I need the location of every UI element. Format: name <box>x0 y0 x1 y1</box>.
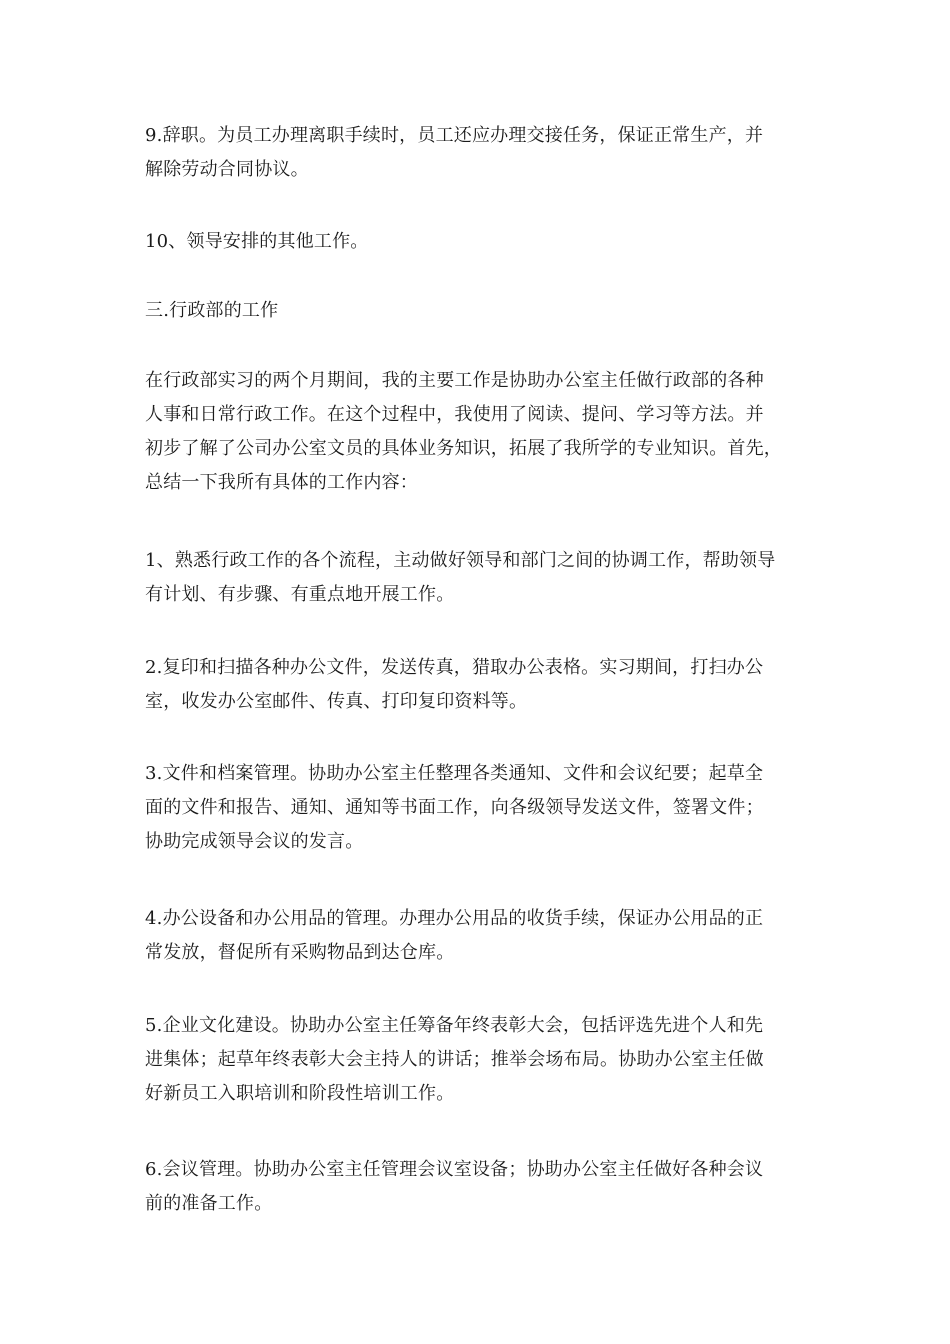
text-line: 4.办公设备和办公用品的管理。办理办公用品的收货手续，保证办公用品的正 <box>145 908 764 929</box>
text-line: 1、熟悉行政工作的各个流程，主动做好领导和部门之间的协调工作，帮助领导 <box>145 550 776 571</box>
text-line: 进集体；起草年终表彰大会主持人的讲话；推举会场布局。协助办公室主任做 <box>145 1049 764 1070</box>
text-line: 在行政部实习的两个月期间，我的主要工作是协助办公室主任做行政部的各种 <box>145 370 764 391</box>
text-line: 人事和日常行政工作。在这个过程中，我使用了阅读、提问、学习等方法。并 <box>145 404 764 425</box>
text-line: 解除劳动合同协议。 <box>145 159 309 180</box>
text-line: 5.企业文化建设。协助办公室主任筹备年终表彰大会，包括评选先进个人和先 <box>145 1015 764 1036</box>
heading-line: 三.行政部的工作 <box>145 300 279 321</box>
paragraph-item-3 <box>145 757 810 859</box>
paragraph-item-2 <box>145 651 810 719</box>
text-line: 6.会议管理。协助办公室主任管理会议室设备；协助办公室主任做好各种会议 <box>145 1159 764 1180</box>
text-line: 前的准备工作。 <box>145 1193 273 1214</box>
text-line: 3.文件和档案管理。协助办公室主任整理各类通知、文件和会议纪要；起草全 <box>145 763 764 784</box>
text-line: 初步了解了公司办公室文员的具体业务知识，拓展了我所学的专业知识。首先， <box>145 438 782 459</box>
text-line: 有计划、有步骤、有重点地开展工作。 <box>145 584 455 605</box>
paragraph-item-9 <box>145 119 810 187</box>
paragraph-item-1 <box>145 544 810 612</box>
text-line: 总结一下我所有具体的工作内容： <box>145 472 418 493</box>
paragraph-item-4 <box>145 902 810 970</box>
text-line: 9.辞职。为员工办理离职手续时，员工还应办理交接任务，保证正常生产，并 <box>145 125 764 146</box>
paragraph-intro <box>145 364 810 500</box>
text-line: 面的文件和报告、通知、通知等书面工作，向各级领导发送文件，签署文件； <box>145 797 764 818</box>
section-heading <box>145 294 810 328</box>
text-line: 室，收发办公室邮件、传真、打印复印资料等。 <box>145 691 528 712</box>
text-line: 协助完成领导会议的发言。 <box>145 831 364 852</box>
text-line: 好新员工入职培训和阶段性培训工作。 <box>145 1083 455 1104</box>
paragraph-item-5 <box>145 1009 810 1111</box>
text-line: 2.复印和扫描各种办公文件，发送传真，猎取办公表格。实习期间，打扫办公 <box>145 657 764 678</box>
text-line: 常发放，督促所有采购物品到达仓库。 <box>145 942 455 963</box>
paragraph-item-6 <box>145 1153 810 1221</box>
text-line: 10、领导安排的其他工作。 <box>145 231 369 252</box>
paragraph-item-10 <box>145 225 810 259</box>
